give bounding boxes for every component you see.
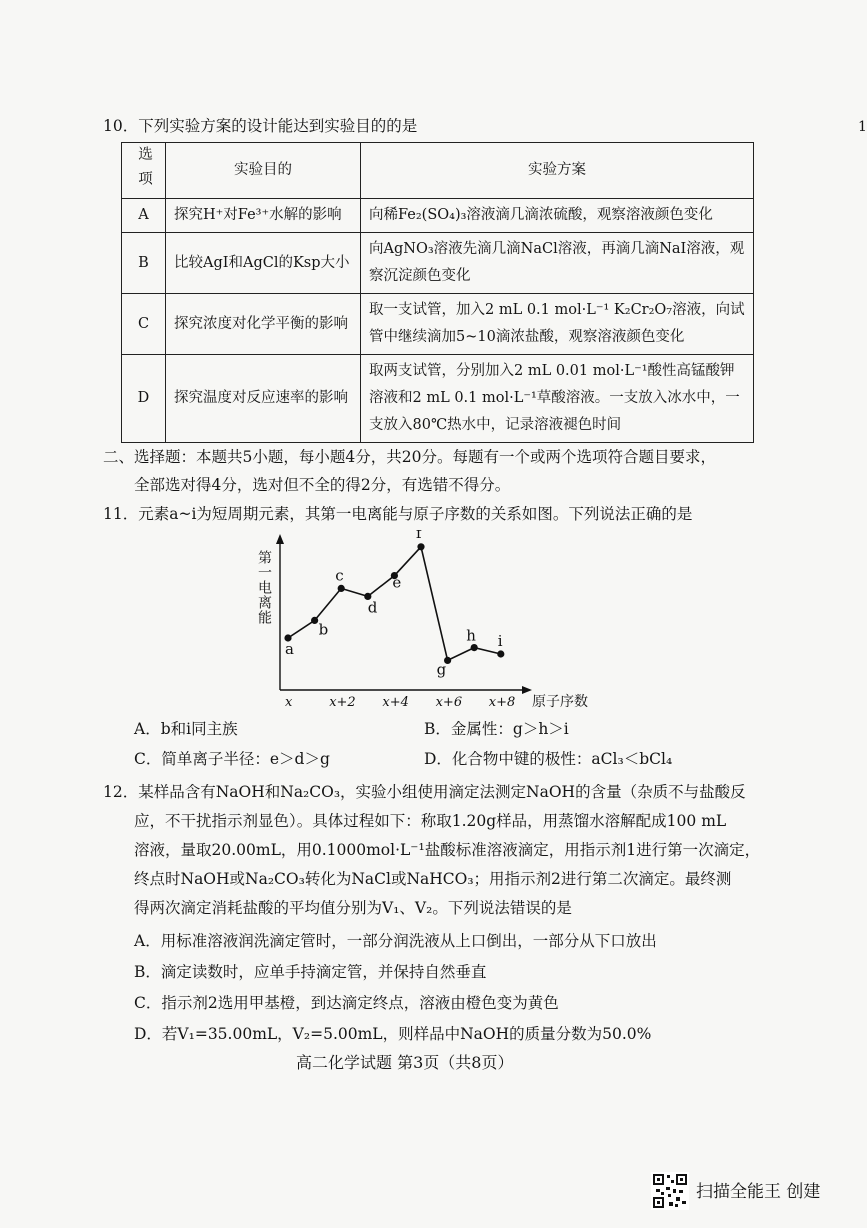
row-option: B	[122, 233, 166, 294]
x-tick-label: x+4	[382, 695, 409, 710]
q11-option-b[interactable]: B．金属性：g＞h＞i	[424, 720, 569, 738]
table-row	[122, 355, 754, 443]
q12-line-4: 终点时NaOH或Na₂CO₃转化为NaCl或NaHCO₃；用指示剂2进行第二次滴定。最终测	[134, 870, 732, 888]
qr-code-icon	[651, 1172, 689, 1210]
y-axis-label: 第一电离能	[256, 550, 272, 625]
table-row	[122, 199, 754, 233]
q11-option-a[interactable]: A．b和i同主族	[134, 720, 238, 738]
chart-svg	[250, 530, 620, 715]
header-plan: 实验方案	[361, 143, 754, 199]
x-tick-label: x	[285, 695, 293, 710]
point-label-c: c	[335, 566, 344, 585]
point-label-g: g	[436, 660, 447, 679]
row-purpose: 比较AgI和AgCl的Ksp大小	[166, 233, 361, 294]
header-purpose: 实验目的	[166, 143, 361, 199]
q12-option-d[interactable]: D．若V₁=35.00mL，V₂=5.00mL，则样品中NaOH的质量分数为50.0%	[134, 1025, 652, 1043]
q12-line-3: 溶液，量取20.00mL，用0.1000mol·L⁻¹盐酸标准溶液滴定，用指示剂1进行第一次滴定，	[134, 841, 761, 859]
row-plan: 向稀Fe₂(SO₄)₃溶液滴几滴浓硫酸，观察溶液颜色变化	[361, 199, 754, 233]
row-plan: 向AgNO₃溶液先滴几滴NaCl溶液，再滴几滴NaI溶液，观察沉淀颜色变化	[361, 233, 754, 294]
point-label-d: d	[367, 598, 378, 617]
point-label-f: f	[416, 530, 422, 542]
corner-mark: 1	[858, 119, 867, 135]
q12-option-c[interactable]: C．指示剂2选用甲基橙，到达滴定终点，溶液由橙色变为黄色	[134, 994, 559, 1012]
q11-option-d[interactable]: D．化合物中键的极性：aCl₃＜bCl₄	[424, 750, 673, 768]
table-row	[122, 233, 754, 294]
x-tick-label: x+2	[329, 695, 356, 710]
q12-line-5: 得两次滴定消耗盐酸的平均值分别为V₁、V₂。下列说法错误的是	[134, 899, 572, 917]
data-point-i	[497, 650, 504, 657]
point-label-i: i	[497, 632, 503, 650]
x-axis-label: 原子序数	[532, 694, 588, 710]
point-label-b: b	[318, 620, 329, 639]
brand-watermark: 扫描全能王 创建	[696, 1182, 821, 1202]
q11-stem: 11．元素a~i为短周期元素，其第一电离能与原子序数的关系如图。下列说法正确的是	[103, 505, 693, 523]
table-header-row	[122, 143, 754, 199]
row-option: D	[122, 355, 166, 443]
x-tick-label: x+8	[488, 695, 516, 710]
data-point-b	[311, 617, 318, 624]
table-row	[122, 294, 754, 355]
row-plan: 取两支试管，分别加入2 mL 0.01 mol·L⁻¹酸性高锰酸钾溶液和2 mL 0.1 mol·L⁻¹草酸溶液。一支放入冰水中，一支放入80℃热水中，记录溶液褪色时间	[361, 355, 754, 443]
row-purpose: 探究H⁺对Fe³⁺水解的影响	[166, 199, 361, 233]
data-point-f	[417, 543, 424, 550]
q12-option-a[interactable]: A．用标准溶液润洗滴定管时，一部分润洗液从上口倒出，一部分从下口放出	[134, 932, 657, 950]
point-label-a: a	[285, 640, 294, 658]
page-footer: 高二化学试题 第3页（共8页）	[296, 1053, 514, 1072]
q12-option-b[interactable]: B．滴定读数时，应单手持滴定管，并保持自然垂直	[134, 963, 487, 981]
row-plan: 取一支试管，加入2 mL 0.1 mol·L⁻¹ K₂Cr₂O₇溶液，向试管中继续滴加5~10滴浓盐酸，观察溶液颜色变化	[361, 294, 754, 355]
y-axis-arrow	[276, 534, 284, 544]
point-label-e: e	[392, 573, 402, 592]
q11-option-c[interactable]: C．简单离子半径：e＞d＞g	[134, 750, 330, 768]
row-option: C	[122, 294, 166, 355]
header-option: 选项	[122, 143, 166, 199]
q10-stem: 10．下列实验方案的设计能达到实验目的的是	[103, 117, 418, 135]
q12-line-2: 应，不干扰指示剂显色）。具体过程如下：称取1.20g样品，用蒸馏水溶解配成100 mL	[134, 812, 727, 830]
section2-line1: 二、选择题：本题共5小题，每小题4分，共20分。每题有一个或两个选项符合题目要求，	[103, 448, 716, 466]
x-tick-label: x+6	[435, 695, 463, 710]
row-option: A	[122, 199, 166, 233]
experiment-table	[121, 142, 754, 443]
data-point-c	[338, 585, 345, 592]
section2-line2: 全部选对得4分，选对但不全的得2分，有选错不得分。	[134, 476, 511, 494]
row-purpose: 探究浓度对化学平衡的影响	[166, 294, 361, 355]
x-axis-arrow	[522, 686, 532, 694]
point-label-h: h	[466, 626, 476, 645]
ionization-energy-chart	[250, 530, 620, 715]
row-purpose: 探究温度对反应速率的影响	[166, 355, 361, 443]
data-point-h	[471, 644, 478, 651]
q12-line-1: 12．某样品含有NaOH和Na₂CO₃，实验小组使用滴定法测定NaOH的含量（杂质不与盐酸反	[103, 783, 746, 801]
